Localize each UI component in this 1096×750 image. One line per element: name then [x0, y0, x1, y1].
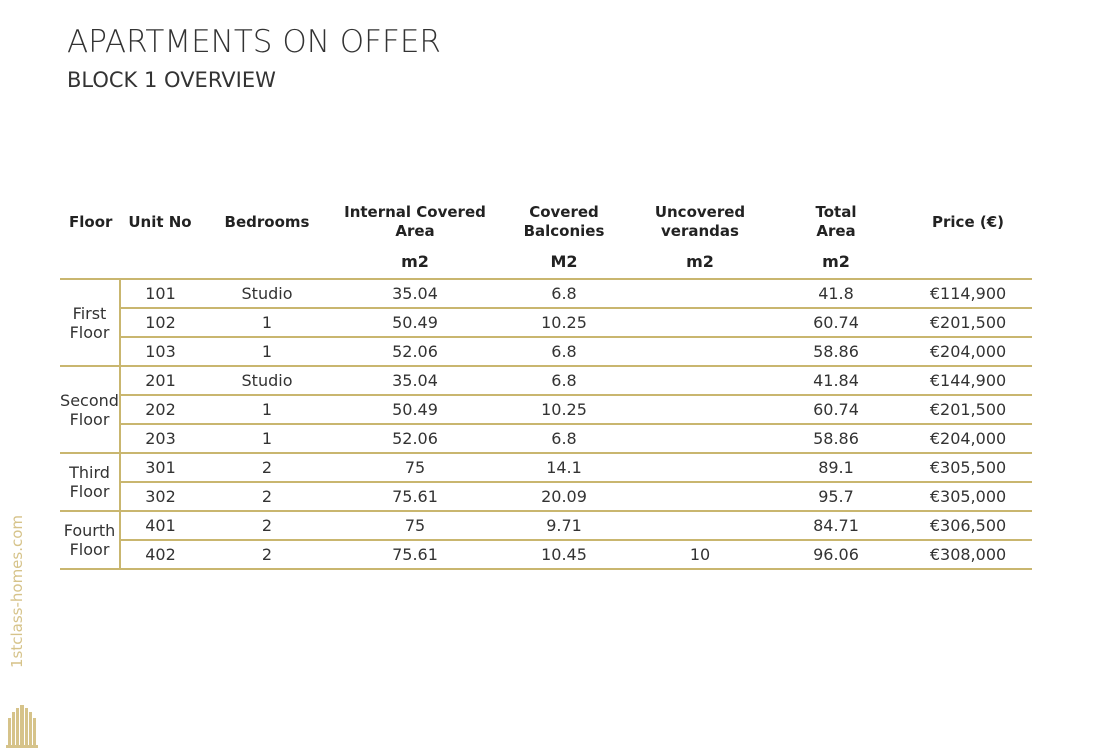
cell-price: €144,900	[904, 366, 1032, 395]
floor-label-second	[60, 366, 120, 453]
table-row	[60, 511, 1032, 540]
cell-covered: 14.1	[496, 453, 632, 482]
col-header-price: Price (€)	[932, 212, 1004, 231]
floor-label-line1: Second	[60, 390, 119, 410]
cell-total: 41.84	[768, 366, 904, 395]
col-header-internal-line1: Internal Covered	[344, 203, 486, 221]
table-row	[60, 395, 1032, 424]
table-row	[60, 337, 1032, 366]
cell-internal: 35.04	[334, 366, 496, 395]
cell-internal: 75.61	[334, 540, 496, 569]
cell-uncovered	[632, 308, 768, 337]
col-header-uncovered-line2: verandas	[661, 222, 739, 240]
table-row	[60, 540, 1032, 569]
table-row	[60, 482, 1032, 511]
cell-covered: 6.8	[496, 279, 632, 308]
cell-unit: 302	[120, 482, 200, 511]
unit-cell-empty	[60, 244, 120, 279]
unit-cell-empty	[200, 244, 334, 279]
cell-covered: 6.8	[496, 337, 632, 366]
cell-bedrooms: 1	[200, 395, 334, 424]
table-row	[60, 453, 1032, 482]
unit-cell-empty	[120, 244, 200, 279]
cell-price: €305,500	[904, 453, 1032, 482]
floor-label-line1: First	[72, 303, 107, 323]
cell-unit: 103	[120, 337, 200, 366]
col-header-unit-no: Unit No	[128, 212, 192, 231]
cell-internal: 75.61	[334, 482, 496, 511]
cell-total: 60.74	[768, 395, 904, 424]
col-header-total-line2: Area	[816, 222, 856, 240]
cell-uncovered	[632, 424, 768, 453]
col-header-total-area	[768, 200, 904, 244]
cell-unit: 202	[120, 395, 200, 424]
table-header-row	[60, 200, 1032, 244]
cell-price: €201,500	[904, 308, 1032, 337]
cell-covered: 10.45	[496, 540, 632, 569]
col-header-internal-line2: Area	[395, 222, 435, 240]
cell-internal: 50.49	[334, 308, 496, 337]
cell-price: €114,900	[904, 279, 1032, 308]
cell-price: €308,000	[904, 540, 1032, 569]
col-header-uncovered-verandas	[632, 200, 768, 244]
cell-total: 58.86	[768, 337, 904, 366]
cell-unit: 101	[120, 279, 200, 308]
col-header-floor: Floor	[69, 212, 113, 231]
cell-covered: 6.8	[496, 366, 632, 395]
cell-total: 89.1	[768, 453, 904, 482]
cell-covered: 20.09	[496, 482, 632, 511]
unit-covered: M2	[496, 244, 632, 279]
cell-total: 95.7	[768, 482, 904, 511]
cell-uncovered	[632, 482, 768, 511]
unit-total: m2	[768, 244, 904, 279]
cell-bedrooms: Studio	[200, 366, 334, 395]
cell-uncovered	[632, 279, 768, 308]
floor-label-line2: Floor	[69, 540, 110, 559]
cell-internal: 75	[334, 453, 496, 482]
units-row	[60, 244, 1032, 279]
floor-label-line2: Floor	[69, 409, 110, 429]
col-header-covered-line2: Balconies	[523, 222, 605, 240]
cell-total: 96.06	[768, 540, 904, 569]
unit-cell-empty	[904, 244, 1032, 279]
floor-label-first	[60, 279, 120, 366]
building-logo-icon	[6, 704, 38, 748]
cell-uncovered	[632, 511, 768, 540]
cell-bedrooms: 2	[200, 540, 334, 569]
col-header-internal-area	[334, 200, 496, 244]
cell-bedrooms: 2	[200, 511, 334, 540]
floor-label-line2: Floor	[69, 322, 110, 342]
cell-internal: 35.04	[334, 279, 496, 308]
cell-uncovered	[632, 395, 768, 424]
table-row	[60, 308, 1032, 337]
cell-price: €204,000	[904, 337, 1032, 366]
cell-total: 58.86	[768, 424, 904, 453]
cell-total: 84.71	[768, 511, 904, 540]
cell-bedrooms: 1	[200, 308, 334, 337]
cell-covered: 9.71	[496, 511, 632, 540]
cell-covered: 6.8	[496, 424, 632, 453]
cell-unit: 102	[120, 308, 200, 337]
col-header-total-line1: Total	[815, 203, 857, 221]
cell-total: 41.8	[768, 279, 904, 308]
unit-uncovered: m2	[632, 244, 768, 279]
cell-internal: 50.49	[334, 395, 496, 424]
col-header-covered-balconies	[496, 200, 632, 244]
cell-internal: 52.06	[334, 424, 496, 453]
table-body	[60, 279, 1032, 569]
cell-unit: 402	[120, 540, 200, 569]
cell-bedrooms: 2	[200, 453, 334, 482]
floor-label-line1: Fourth	[63, 521, 116, 540]
cell-uncovered	[632, 366, 768, 395]
cell-internal: 52.06	[334, 337, 496, 366]
page-title: APARTMENTS ON OFFER	[67, 24, 441, 60]
cell-bedrooms: 1	[200, 337, 334, 366]
cell-price: €306,500	[904, 511, 1032, 540]
cell-unit: 401	[120, 511, 200, 540]
floor-label-fourth	[60, 511, 120, 569]
cell-price: €204,000	[904, 424, 1032, 453]
cell-internal: 75	[334, 511, 496, 540]
cell-unit: 203	[120, 424, 200, 453]
apartments-table-container	[60, 200, 1032, 570]
table-row	[60, 366, 1032, 395]
floor-label-line1: Third	[69, 463, 110, 482]
cell-unit: 301	[120, 453, 200, 482]
cell-bedrooms: 1	[200, 424, 334, 453]
floor-label-line2: Floor	[69, 482, 110, 501]
cell-uncovered	[632, 337, 768, 366]
cell-total: 60.74	[768, 308, 904, 337]
cell-unit: 201	[120, 366, 200, 395]
cell-bedrooms: 2	[200, 482, 334, 511]
col-header-uncovered-line1: Uncovered	[654, 203, 746, 221]
cell-uncovered	[632, 453, 768, 482]
page-subtitle: BLOCK 1 OVERVIEW	[67, 68, 276, 92]
cell-covered: 10.25	[496, 308, 632, 337]
cell-covered: 10.25	[496, 395, 632, 424]
col-header-bedrooms: Bedrooms	[224, 212, 310, 231]
website-url: 1stclass-homes.com	[8, 514, 26, 668]
cell-uncovered: 10	[632, 540, 768, 569]
table-row	[60, 424, 1032, 453]
cell-bedrooms: Studio	[200, 279, 334, 308]
unit-internal: m2	[334, 244, 496, 279]
cell-price: €201,500	[904, 395, 1032, 424]
table-row	[60, 279, 1032, 308]
cell-price: €305,000	[904, 482, 1032, 511]
apartments-table	[60, 200, 1032, 570]
col-header-covered-line1: Covered	[529, 203, 599, 221]
floor-label-third	[60, 453, 120, 511]
